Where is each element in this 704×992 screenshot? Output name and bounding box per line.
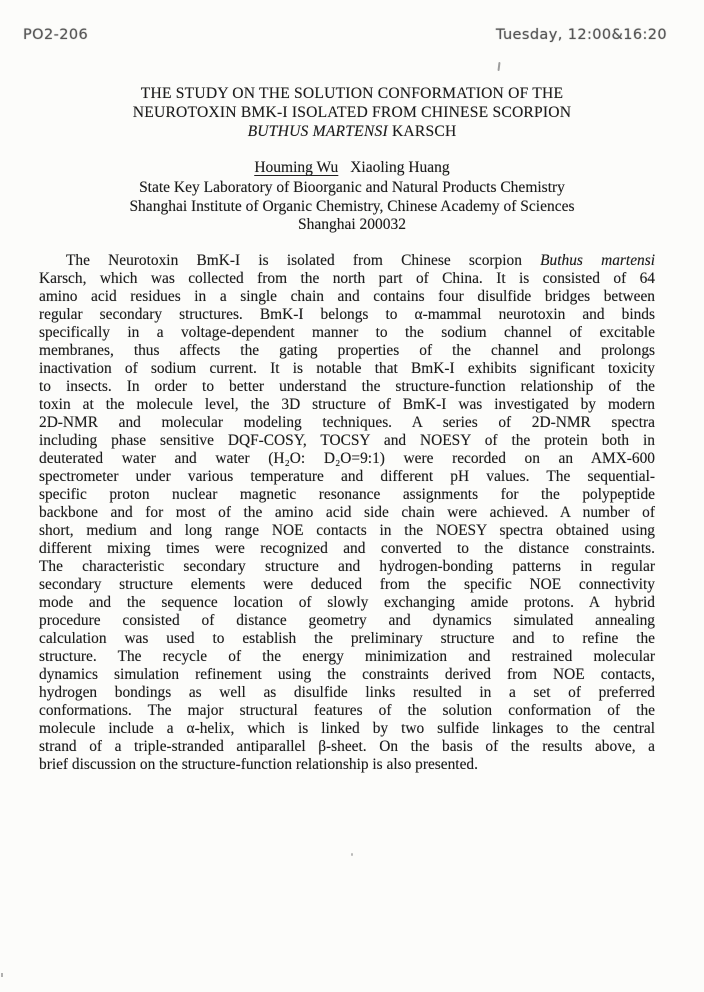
title-line: BUTHUS MARTENSI KARSCH (247, 123, 457, 140)
affiliation-line: State Key Laboratory of Bioorganic and Natural Products Chemistry (139, 179, 565, 196)
abstract-line: structure. The recycle of the energy minimization and restrained molecular (39, 648, 655, 665)
abstract-line: mode and the sequence location of slowly exchanging amide protons. A hybrid (39, 594, 655, 611)
affiliation-line: Shanghai Institute of Organic Chemistry, Chinese Academy of Sciences (129, 197, 575, 215)
abstract-line: membranes, thus affects the gating properties of the channel and prolongs (39, 342, 655, 359)
affiliation-line: Shanghai 200032 (297, 216, 407, 234)
scan-speck (497, 62, 500, 71)
abstract-line: procedure consisted of distance geometry and dynamics simulated annealing (39, 612, 655, 629)
author-houming-wu: Houming Wu (254, 159, 339, 176)
abstract-line: regular secondary structures. BmK-I belongs to α-mammal neurotoxin and binds (39, 306, 655, 323)
paper-title (0, 84, 704, 141)
abstract-body (39, 252, 655, 774)
abstract-line: strand of a triple-stranded antiparallel β-sheet. On the basis of the results above, a (39, 738, 655, 755)
abstract-line: to insects. In order to better understand the structure-function relationship of the (39, 378, 655, 395)
title-line: THE STUDY ON THE SOLUTION CONFORMATION OF THE (140, 85, 564, 102)
abstract-line: conformations. The major structural features of the solution conformation of the (39, 702, 655, 719)
abstract-line: including phase sensitive DQF-COSY, TOCSY and NOESY of the protein both in (39, 432, 655, 449)
abstract-line: brief discussion on the structure-function relationship is also presented. (39, 756, 478, 773)
abstract-line: inactivation of sodium current. It is notable that BmK-I exhibits significant toxicity (39, 360, 655, 377)
abstract-line: spectrometer under various temperature and different pH values. The sequential- (39, 468, 655, 485)
abstract-line: 2D-NMR and molecular modeling techniques. A series of 2D-NMR spectra (39, 414, 655, 431)
abstract-line: The Neurotoxin BmK-I is isolated from Chinese scorpion Buthus martensi (66, 252, 655, 269)
affiliation-block (0, 179, 704, 235)
abstract-line: deuterated water and water (H₂O: D₂O=9:1) were recorded on an AMX-600 (39, 450, 655, 467)
abstract-line: calculation was used to establish the preliminary structure and to refine the (39, 630, 655, 647)
author-xiaoling-huang: Xiaoling Huang (350, 159, 450, 176)
abstract-line: secondary structure elements were deduced from the specific NOE connectivity (39, 576, 655, 593)
abstract-line: hydrogen bondings as well as disulfide links resulted in a set of preferred (39, 684, 655, 701)
session-code: PO2-206 (23, 27, 89, 43)
abstract-line: specifically in a voltage-dependent manner to the sodium channel of excitable (39, 324, 655, 341)
abstract-line: dynamics simulation refinement using the constraints derived from NOE contacts, (39, 666, 655, 683)
abstract-line: Karsch, which was collected from the north part of China. It is consisted of 64 (39, 270, 655, 287)
page-header (23, 27, 667, 43)
abstract-line: molecule include a α-helix, which is linked by two sulfide linkages to the central (39, 720, 655, 737)
abstract-line: specific proton nuclear magnetic resonance assignments for the polypeptide (39, 486, 655, 503)
authors-line (0, 159, 704, 177)
session-schedule: Tuesday, 12:00&16:20 (495, 27, 667, 43)
scan-speck (351, 853, 353, 856)
scan-speck (1, 973, 3, 977)
abstract-line: amino acid residues in a single chain and contains four disulfide bridges between (39, 288, 655, 305)
abstract-line: different mixing times were recognized and converted to the distance constraints. (39, 540, 655, 557)
abstract-line: short, medium and long range NOE contacts in the NOESY spectra obtained using (39, 522, 655, 539)
abstract-line: toxin at the molecule level, the 3D structure of BmK-I was investigated by modern (39, 396, 655, 413)
title-line: NEUROTOXIN BMK-I ISOLATED FROM CHINESE SCORPION (132, 104, 572, 121)
abstract-line: The characteristic secondary structure and hydrogen-bonding patterns in regular (39, 558, 655, 575)
abstract-line: backbone and for most of the amino acid side chain were achieved. A number of (39, 504, 655, 521)
